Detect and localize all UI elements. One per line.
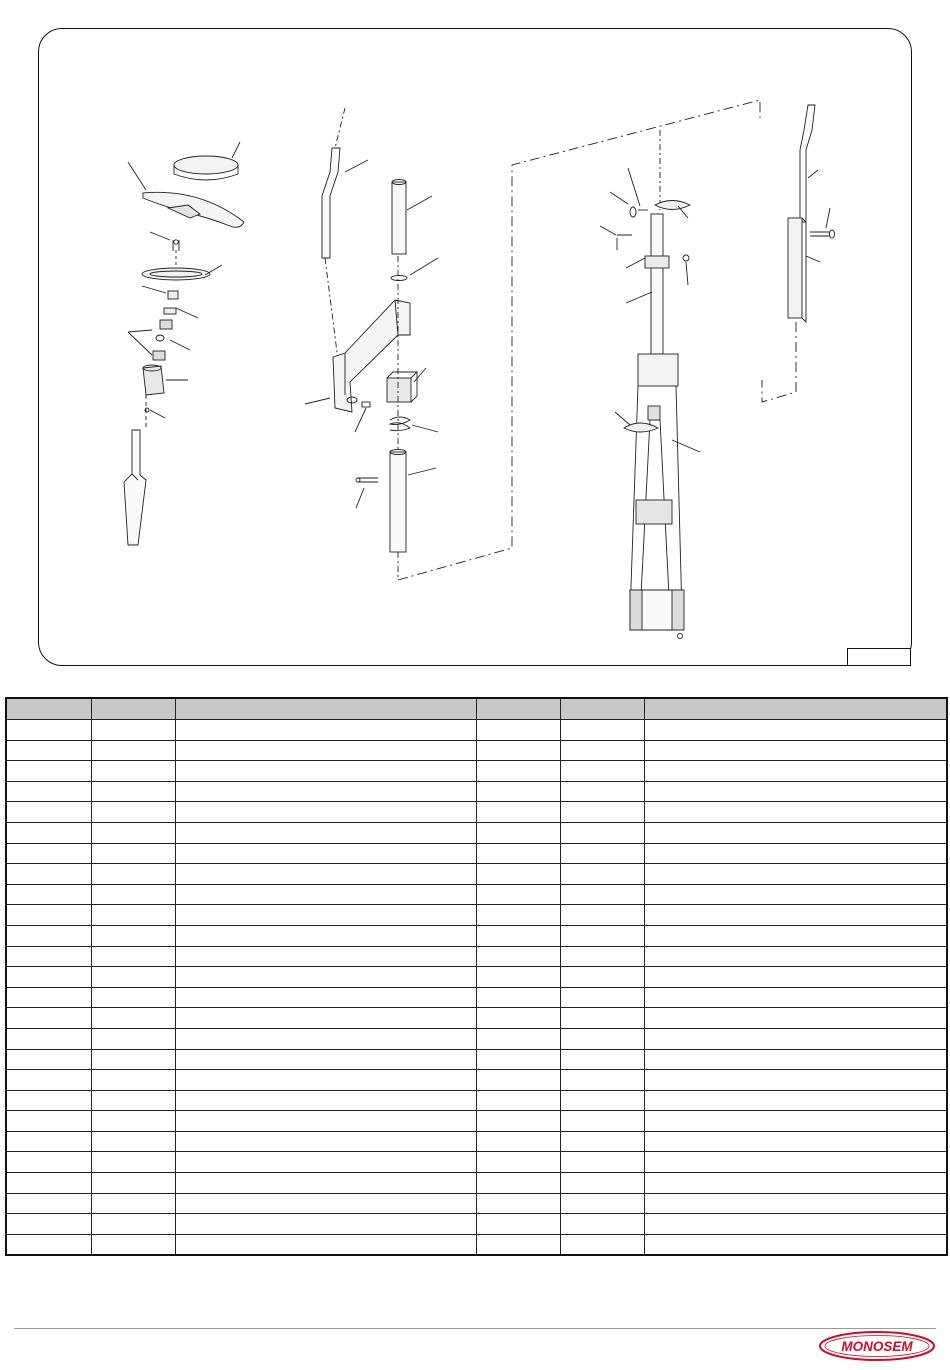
table-row (6, 864, 947, 885)
table-cell (6, 1049, 91, 1070)
table-row (6, 1214, 947, 1235)
table-row (6, 884, 947, 905)
table-cell (6, 884, 91, 905)
table-cell (175, 987, 476, 1008)
table-cell (175, 1214, 476, 1235)
table-cell (476, 822, 560, 843)
table-cell (476, 987, 560, 1008)
table-cell (644, 925, 947, 946)
table-cell (91, 967, 175, 988)
table-cell (560, 802, 644, 823)
parts-table-body (6, 720, 947, 1256)
table-cell (476, 946, 560, 967)
table-cell (91, 822, 175, 843)
parts-list-table (5, 697, 948, 1256)
table-cell (644, 1193, 947, 1214)
table-cell (91, 802, 175, 823)
table-cell (476, 864, 560, 885)
column-header (560, 698, 644, 720)
table-cell (91, 1214, 175, 1235)
table-cell (560, 967, 644, 988)
table-cell (476, 905, 560, 926)
table-cell (476, 1131, 560, 1152)
table-row (6, 1173, 947, 1194)
table-cell (175, 1111, 476, 1132)
table-cell (560, 1028, 644, 1049)
table-cell (560, 1234, 644, 1255)
table-cell (6, 1028, 91, 1049)
table-cell (175, 864, 476, 885)
table-cell (6, 1152, 91, 1173)
table-row (6, 925, 947, 946)
table-cell (175, 925, 476, 946)
table-cell (175, 720, 476, 741)
table-cell (175, 1090, 476, 1111)
table-cell (560, 761, 644, 782)
drawing-reference-box (847, 648, 911, 666)
table-cell (476, 802, 560, 823)
table-cell (476, 1152, 560, 1173)
table-cell (175, 740, 476, 761)
table-cell (560, 946, 644, 967)
table-cell (6, 1070, 91, 1091)
table-cell (91, 1070, 175, 1091)
table-cell (91, 1049, 175, 1070)
arm-spring-assembly (305, 100, 760, 580)
table-row (6, 1070, 947, 1091)
table-cell (175, 1049, 476, 1070)
table-cell (560, 987, 644, 1008)
table-cell (91, 1008, 175, 1029)
table-row (6, 1131, 947, 1152)
table-cell (175, 1152, 476, 1173)
table-cell (91, 1234, 175, 1255)
table-cell (175, 1008, 476, 1029)
frame-assembly (600, 130, 700, 639)
table-cell (6, 1131, 91, 1152)
table-cell (6, 967, 91, 988)
table-cell (476, 761, 560, 782)
table-cell (175, 761, 476, 782)
table-row (6, 1111, 947, 1132)
table-cell (91, 1193, 175, 1214)
table-cell (476, 925, 560, 946)
table-cell (91, 720, 175, 741)
table-cell (644, 802, 947, 823)
table-row (6, 967, 947, 988)
table-cell (644, 720, 947, 741)
table-cell (6, 720, 91, 741)
table-cell (644, 1131, 947, 1152)
table-cell (175, 1234, 476, 1255)
column-header (91, 698, 175, 720)
table-cell (644, 1090, 947, 1111)
table-cell (476, 781, 560, 802)
table-cell (644, 967, 947, 988)
table-cell (644, 1234, 947, 1255)
table-cell (175, 1193, 476, 1214)
table-cell (91, 925, 175, 946)
table-cell (91, 1131, 175, 1152)
table-cell (476, 1049, 560, 1070)
table-cell (91, 884, 175, 905)
table-cell (644, 946, 947, 967)
table-row (6, 1234, 947, 1255)
table-cell (6, 1111, 91, 1132)
table-cell (175, 843, 476, 864)
table-cell (644, 905, 947, 926)
table-cell (175, 967, 476, 988)
table-cell (91, 1111, 175, 1132)
table-cell (560, 1131, 644, 1152)
table-cell (560, 822, 644, 843)
footer-divider (14, 1328, 936, 1329)
table-cell (6, 1008, 91, 1029)
table-cell (91, 781, 175, 802)
table-cell (644, 822, 947, 843)
column-header (644, 698, 947, 720)
table-cell (476, 884, 560, 905)
table-cell (476, 967, 560, 988)
logo-wordmark: MONOSEM (841, 1339, 913, 1354)
monosem-logo (818, 1330, 936, 1362)
table-cell (476, 1090, 560, 1111)
table-cell (175, 1070, 476, 1091)
table-row (6, 1028, 947, 1049)
table-cell (175, 781, 476, 802)
table-cell (476, 1111, 560, 1132)
table-cell (6, 802, 91, 823)
table-cell (175, 822, 476, 843)
table-cell (91, 843, 175, 864)
table-cell (175, 946, 476, 967)
table-cell (476, 720, 560, 741)
table-cell (6, 1214, 91, 1235)
disc-hub-assembly (124, 142, 244, 545)
table-cell (6, 843, 91, 864)
table-cell (560, 1008, 644, 1029)
table-cell (476, 1234, 560, 1255)
table-cell (560, 1193, 644, 1214)
table-cell (6, 925, 91, 946)
column-header (175, 698, 476, 720)
table-cell (91, 864, 175, 885)
table-cell (560, 843, 644, 864)
table-cell (6, 864, 91, 885)
table-cell (6, 1193, 91, 1214)
table-row (6, 946, 947, 967)
table-row (6, 905, 947, 926)
table-row (6, 740, 947, 761)
table-cell (91, 740, 175, 761)
table-cell (91, 1028, 175, 1049)
table-row (6, 843, 947, 864)
table-cell (91, 1090, 175, 1111)
table-cell (175, 884, 476, 905)
table-cell (644, 1049, 947, 1070)
table-cell (476, 1070, 560, 1091)
table-cell (560, 1173, 644, 1194)
table-cell (476, 1214, 560, 1235)
table-cell (6, 1234, 91, 1255)
table-cell (91, 761, 175, 782)
column-header (476, 698, 560, 720)
table-cell (644, 740, 947, 761)
table-cell (644, 1028, 947, 1049)
table-cell (6, 987, 91, 1008)
table-row (6, 1008, 947, 1029)
table-cell (6, 946, 91, 967)
column-header (6, 698, 91, 720)
table-cell (560, 1070, 644, 1091)
table-cell (6, 761, 91, 782)
table-row (6, 781, 947, 802)
table-row (6, 1193, 947, 1214)
table-row (6, 802, 947, 823)
table-cell (476, 843, 560, 864)
table-cell (6, 781, 91, 802)
table-cell (476, 1193, 560, 1214)
table-cell (560, 1152, 644, 1173)
table-cell (644, 1070, 947, 1091)
table-row (6, 1049, 947, 1070)
table-cell (175, 905, 476, 926)
upper-tube-assembly (762, 105, 835, 402)
table-cell (560, 905, 644, 926)
table-cell (560, 884, 644, 905)
table-cell (175, 1173, 476, 1194)
table-cell (175, 802, 476, 823)
table-row (6, 720, 947, 741)
table-cell (91, 1152, 175, 1173)
table-cell (560, 781, 644, 802)
table-cell (644, 884, 947, 905)
table-cell (644, 1152, 947, 1173)
table-cell (560, 1049, 644, 1070)
table-cell (6, 740, 91, 761)
table-row (6, 1090, 947, 1111)
table-row (6, 761, 947, 782)
table-cell (644, 1008, 947, 1029)
table-cell (6, 905, 91, 926)
table-cell (560, 925, 644, 946)
table-cell (560, 1090, 644, 1111)
table-cell (91, 987, 175, 1008)
table-row (6, 987, 947, 1008)
table-row (6, 822, 947, 843)
table-cell (644, 761, 947, 782)
table-cell (6, 1090, 91, 1111)
table-cell (644, 864, 947, 885)
table-cell (6, 1173, 91, 1194)
table-cell (175, 1131, 476, 1152)
table-cell (560, 1111, 644, 1132)
table-cell (476, 1173, 560, 1194)
table-cell (91, 1173, 175, 1194)
table-cell (6, 822, 91, 843)
table-cell (476, 1008, 560, 1029)
table-cell (644, 781, 947, 802)
table-header-row (6, 698, 947, 720)
table-cell (175, 1028, 476, 1049)
table-cell (560, 740, 644, 761)
table-cell (644, 987, 947, 1008)
table-cell (476, 740, 560, 761)
table-cell (644, 1173, 947, 1194)
table-cell (476, 1028, 560, 1049)
table-cell (644, 843, 947, 864)
table-cell (91, 946, 175, 967)
table-cell (91, 905, 175, 926)
table-cell (560, 720, 644, 741)
table-cell (644, 1111, 947, 1132)
table-cell (644, 1214, 947, 1235)
table-cell (560, 1214, 644, 1235)
table-row (6, 1152, 947, 1173)
table-cell (560, 864, 644, 885)
